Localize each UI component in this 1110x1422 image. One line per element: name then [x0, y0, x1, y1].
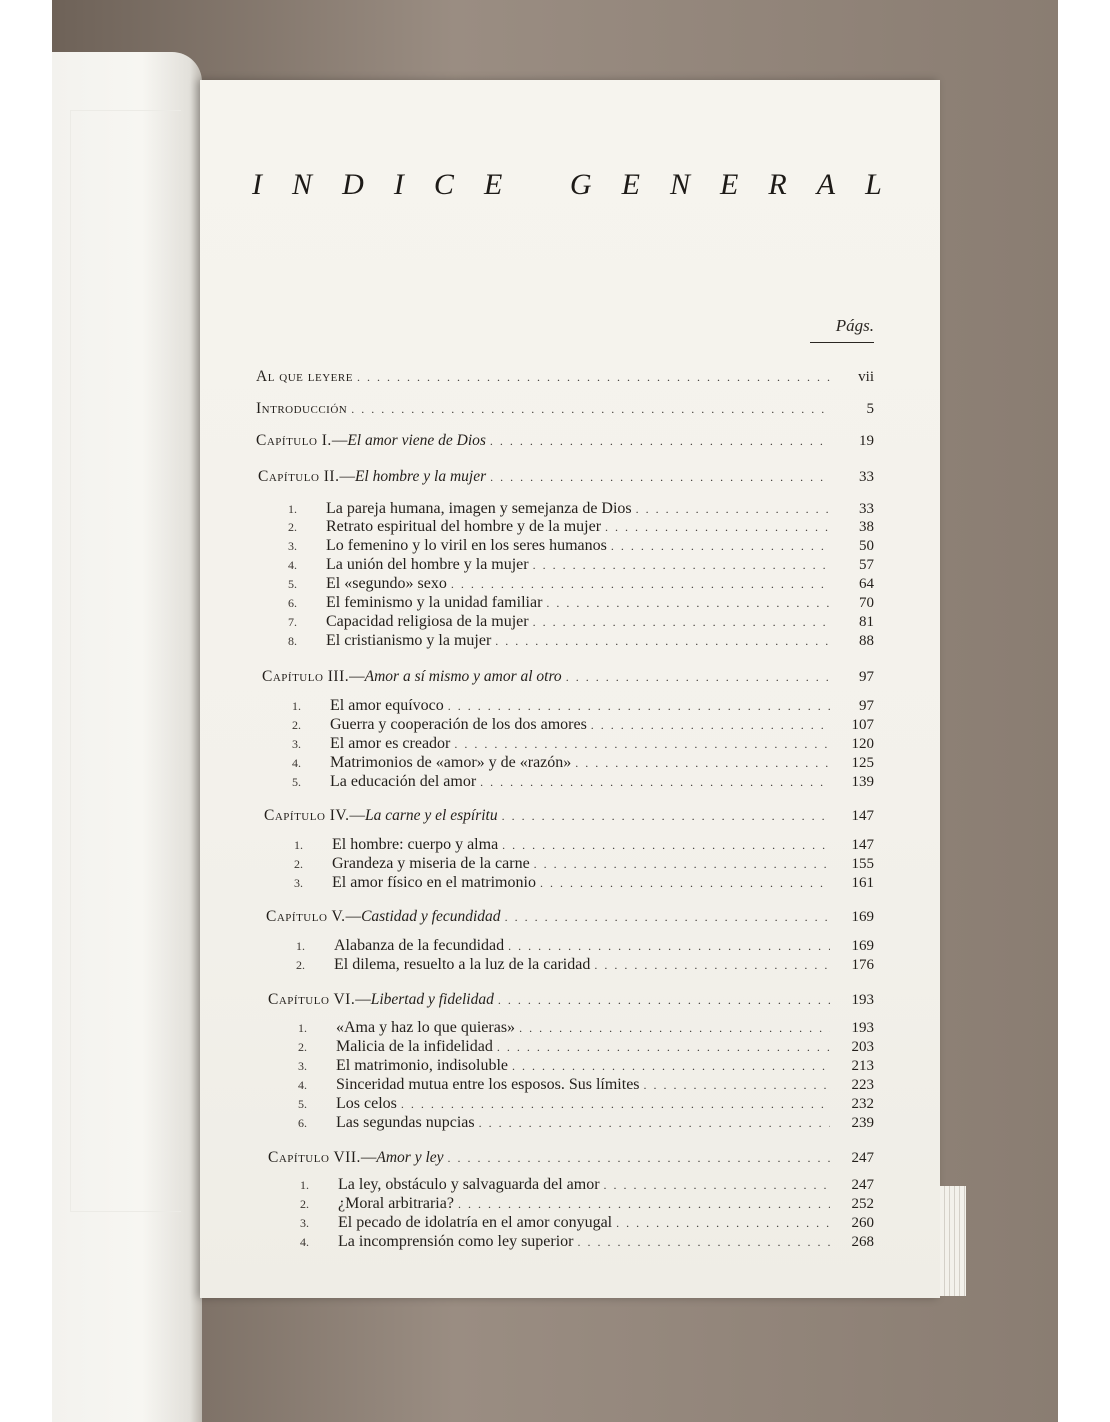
chapter-label	[266, 908, 501, 926]
toc-section-entry	[288, 594, 874, 612]
dot-leader	[636, 502, 830, 517]
section-number: 5.	[288, 577, 297, 591]
dot-leader	[546, 596, 830, 611]
page-number: 97	[859, 669, 874, 685]
toc-chapter-entry	[268, 1149, 874, 1167]
toc-section-entry	[300, 1176, 874, 1194]
chapter-label	[258, 468, 486, 486]
page-number: 247	[851, 1177, 874, 1193]
dot-leader	[505, 910, 830, 925]
section-number: 8.	[288, 634, 297, 648]
toc-section-entry	[292, 697, 874, 715]
toc-section-entry	[288, 518, 874, 536]
section-number: 4.	[298, 1078, 307, 1092]
section-number: 6.	[288, 596, 297, 610]
chapter-separator: —	[349, 807, 365, 824]
title-letter: G	[569, 168, 592, 201]
section-title: El feminismo y la unidad familiar	[326, 594, 543, 611]
dot-leader	[591, 718, 830, 733]
toc-section-entry	[288, 575, 874, 593]
dot-leader	[495, 634, 830, 649]
chapter-prefix: Capítulo I.	[256, 432, 332, 449]
section-title: El amor equívoco	[330, 697, 444, 714]
page-number: 147	[851, 808, 874, 824]
section-number: 3.	[300, 1216, 309, 1230]
chapter-separator: —	[331, 432, 348, 449]
pages-column-header: Págs.	[810, 316, 874, 343]
section-number: 2.	[294, 857, 303, 871]
toc-chapter-entry	[264, 807, 874, 825]
dot-leader	[490, 434, 830, 449]
section-title: Las segundas nupcias	[336, 1114, 475, 1131]
title-letter: L	[865, 168, 882, 201]
section-number: 4.	[292, 756, 301, 770]
page-number: 33	[859, 469, 874, 485]
page-number: 223	[851, 1077, 874, 1093]
dot-leader	[540, 876, 830, 891]
chapter-prefix: Al que leyere	[256, 368, 353, 385]
section-number: 3.	[294, 876, 303, 890]
section-title: El hombre: cuerpo y alma	[332, 836, 499, 853]
section-title: El dilema, resuelto a la luz de la caridad	[334, 956, 591, 973]
section-number: 3.	[298, 1059, 307, 1073]
page-number: 232	[851, 1096, 874, 1112]
page-number: 5	[866, 401, 874, 417]
chapter-title: Libertad y fidelidad	[370, 991, 494, 1008]
page-number: 260	[851, 1215, 874, 1231]
toc-section-entry	[288, 556, 874, 574]
section-number: 1.	[300, 1178, 309, 1192]
dot-leader	[604, 1178, 830, 1193]
section-number: 2.	[300, 1197, 309, 1211]
dot-leader	[534, 857, 830, 872]
section-number: 1.	[294, 838, 303, 852]
toc-section-entry	[292, 735, 874, 753]
page-number: 252	[851, 1196, 874, 1212]
page-number: 107	[851, 717, 874, 733]
page-number: 88	[859, 633, 874, 649]
chapter-label	[262, 668, 562, 686]
section-title: Retrato espiritual del hombre y de la mujer	[326, 518, 602, 535]
toc-chapter-entry	[268, 991, 874, 1009]
title-letter: N	[292, 168, 313, 201]
dot-leader	[519, 1021, 830, 1036]
section-number: 2.	[292, 718, 301, 732]
title-letter: R	[768, 168, 787, 201]
dot-leader	[458, 1197, 830, 1212]
page-number: vii	[858, 369, 874, 385]
chapter-title: El hombre y la mujer	[354, 468, 487, 485]
section-number: 5.	[292, 775, 301, 789]
section-number: 6.	[298, 1116, 307, 1130]
chapter-label	[256, 368, 353, 386]
dot-leader	[401, 1097, 830, 1112]
toc-section-entry	[292, 754, 874, 772]
section-title: El «segundo» sexo	[326, 575, 447, 592]
toc-section-entry	[298, 1095, 874, 1113]
dot-leader	[578, 1235, 831, 1250]
page-number: 97	[859, 698, 874, 714]
chapter-prefix: Capítulo VI.	[268, 991, 356, 1008]
chapter-title: Amor a sí mismo y amor al otro	[364, 668, 562, 685]
title-letter: C	[433, 168, 454, 201]
chapter-title: La carne y el espíritu	[365, 807, 498, 824]
page-number: 147	[851, 837, 874, 853]
page-number: 38	[859, 519, 874, 535]
section-number: 7.	[288, 615, 297, 629]
page-number: 169	[851, 909, 874, 925]
toc-chapter-entry	[256, 400, 874, 418]
toc-section-entry	[288, 537, 874, 555]
toc-section-entry	[294, 855, 874, 873]
section-title: La unión del hombre y la mujer	[326, 556, 529, 573]
section-title: Malicia de la infidelidad	[336, 1038, 493, 1055]
section-number: 4.	[288, 558, 297, 572]
toc-section-entry	[298, 1019, 874, 1037]
section-title: Sinceridad mutua entre los esposos. Sus límites	[336, 1076, 640, 1093]
chapter-label	[268, 991, 494, 1009]
dot-leader	[497, 1040, 830, 1055]
toc-section-entry	[298, 1114, 874, 1132]
dot-leader	[479, 1116, 830, 1131]
chapter-label	[268, 1149, 444, 1167]
title-letter: I	[252, 168, 262, 201]
chapter-prefix: Capítulo V.	[266, 908, 346, 925]
page-number: 19	[859, 433, 874, 449]
section-title: El amor físico en el matrimonio	[332, 874, 536, 891]
dot-leader	[498, 993, 830, 1008]
dot-leader	[357, 370, 830, 385]
chapter-label	[264, 807, 498, 825]
title-letter: A	[816, 168, 836, 201]
chapter-separator: —	[345, 908, 362, 925]
section-title: El matrimonio, indisoluble	[336, 1057, 508, 1074]
dot-leader	[611, 539, 830, 554]
toc-section-entry	[298, 1057, 874, 1075]
page-number: 239	[851, 1115, 874, 1131]
chapter-title: El amor viene de Dios	[347, 432, 486, 449]
chapter-separator: —	[355, 991, 371, 1008]
page-number: 81	[859, 614, 874, 630]
section-title: Matrimonios de «amor» y de «razón»	[330, 754, 572, 771]
chapter-title: Amor y ley	[376, 1149, 444, 1166]
section-number: 3.	[288, 539, 297, 553]
section-title: El amor es creador	[330, 735, 451, 752]
section-number: 1.	[288, 502, 297, 516]
dot-leader	[605, 520, 830, 535]
toc-section-entry	[300, 1214, 874, 1232]
page-number: 247	[851, 1150, 874, 1166]
dot-leader	[502, 809, 830, 824]
chapter-prefix: Capítulo IV.	[264, 807, 350, 824]
toc-section-entry	[298, 1076, 874, 1094]
section-number: 3.	[292, 737, 301, 751]
page-number: 176	[851, 957, 874, 973]
dot-leader	[351, 402, 830, 417]
title-letter: N	[669, 168, 690, 201]
dot-leader	[448, 1151, 830, 1166]
chapter-label	[256, 400, 347, 418]
section-number: 5.	[298, 1097, 307, 1111]
page-number: 193	[851, 992, 874, 1008]
section-number: 2.	[296, 958, 305, 972]
dot-leader	[454, 737, 830, 752]
page-number: 57	[859, 557, 874, 573]
title-letter: E	[720, 168, 739, 201]
dot-leader	[508, 939, 830, 954]
dot-leader	[594, 958, 830, 973]
title-letter: D	[342, 168, 364, 201]
chapter-prefix: Capítulo II.	[258, 468, 340, 485]
page-number: 125	[851, 755, 874, 771]
toc-section-entry	[298, 1038, 874, 1056]
section-title: El cristianismo y la mujer	[326, 632, 492, 649]
page-number: 70	[859, 595, 874, 611]
toc-section-entry	[288, 613, 874, 631]
dot-leader	[533, 558, 830, 573]
dot-leader	[480, 775, 830, 790]
toc-chapter-entry	[262, 668, 874, 686]
chapter-prefix: Capítulo III.	[262, 668, 350, 685]
title-letter: E	[483, 168, 503, 201]
toc-section-entry	[300, 1195, 874, 1213]
toc-section-entry	[296, 937, 874, 955]
toc-chapter-entry	[266, 908, 874, 926]
section-number: 1.	[292, 699, 301, 713]
section-number: 4.	[300, 1235, 309, 1249]
toc-section-entry	[294, 874, 874, 892]
page-number: 33	[859, 501, 874, 517]
page-number: 139	[851, 774, 874, 790]
section-title: La ley, obstáculo y salvaguarda del amor	[338, 1176, 600, 1193]
toc-section-entry	[294, 836, 874, 854]
section-title: La pareja humana, imagen y semejanza de Dios	[326, 500, 632, 517]
section-title: «Ama y haz lo que quieras»	[336, 1019, 516, 1036]
section-title: Los celos	[336, 1095, 397, 1112]
section-number: 2.	[298, 1040, 307, 1054]
toc-section-entry	[292, 716, 874, 734]
toc-section-entry	[296, 956, 874, 974]
dot-leader	[644, 1078, 830, 1093]
dot-leader	[533, 615, 830, 630]
page-number: 268	[851, 1234, 874, 1250]
page-number: 203	[851, 1039, 874, 1055]
section-title: Lo femenino y lo viril en los seres humanos	[326, 537, 607, 554]
section-title: Capacidad religiosa de la mujer	[326, 613, 529, 630]
dot-leader	[512, 1059, 830, 1074]
section-title: ¿Moral arbitraria?	[338, 1195, 454, 1212]
chapter-separator: —	[339, 468, 355, 485]
chapter-prefix: Introducción	[256, 400, 348, 417]
toc-chapter-entry	[256, 368, 874, 386]
dot-leader	[448, 699, 830, 714]
title-letter: I	[393, 168, 404, 201]
page-number: 169	[851, 938, 874, 954]
section-title: Alabanza de la fecundidad	[334, 937, 505, 954]
section-number: 2.	[288, 520, 297, 534]
section-title: Guerra y cooperación de los dos amores	[330, 716, 587, 733]
dot-leader	[575, 756, 830, 771]
toc-section-entry	[288, 500, 874, 518]
dot-leader	[566, 670, 830, 685]
page-number: 64	[859, 576, 874, 592]
toc-chapter-entry	[258, 468, 874, 486]
page-number: 120	[851, 736, 874, 752]
toc-section-entry	[300, 1233, 874, 1251]
chapter-separator: —	[360, 1149, 377, 1166]
toc-section-entry	[288, 632, 874, 650]
toc-chapter-entry	[256, 432, 874, 450]
section-title: La educación del amor	[330, 773, 477, 790]
page-number: 50	[859, 538, 874, 554]
section-title: La incomprensión como ley superior	[338, 1233, 574, 1250]
chapter-title: Castidad y fecundidad	[361, 908, 501, 925]
dot-leader	[502, 838, 830, 853]
chapter-prefix: Capítulo VII.	[268, 1149, 361, 1166]
section-number: 1.	[296, 939, 305, 953]
title-letter: E	[621, 168, 640, 201]
section-number: 1.	[298, 1021, 307, 1035]
section-title: El pecado de idolatría en el amor conyugal	[338, 1214, 613, 1231]
chapter-label	[256, 432, 486, 450]
dot-leader	[616, 1216, 830, 1231]
page-number: 155	[851, 856, 874, 872]
toc-section-entry	[292, 773, 874, 791]
page-number: 193	[851, 1020, 874, 1036]
page-number: 213	[851, 1058, 874, 1074]
chapter-separator: —	[349, 668, 365, 685]
page-number: 161	[851, 875, 874, 891]
section-title: Grandeza y miseria de la carne	[332, 855, 530, 872]
dot-leader	[490, 470, 830, 485]
dot-leader	[451, 577, 830, 592]
